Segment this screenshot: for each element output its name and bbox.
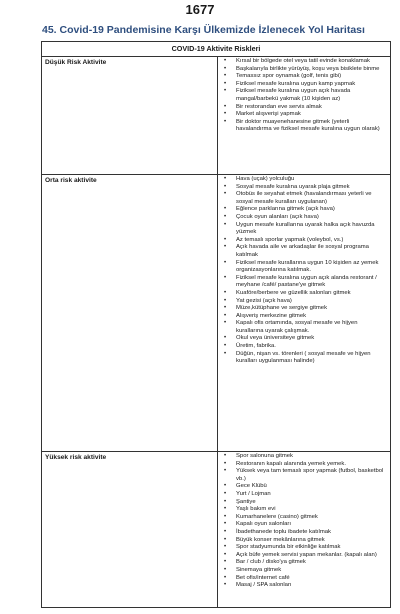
bullet-icon: • [224,468,227,475]
activity-text: Çocuk oyun alanları (açık hava) [236,213,319,220]
activity-text: Eğlence parklarına gitmek (açık hava) [236,206,335,213]
list-item [222,290,386,298]
activity-text: Yaşlı bakım evi [236,506,276,513]
list-item [222,521,386,529]
page-number: 1677 [185,2,215,17]
list-item [222,88,386,103]
bullet-icon: • [224,176,227,182]
list-item [222,184,386,192]
section-label: Yüksek risk aktivite [45,454,107,461]
activity-text: Kapalı ofis ortamında, sosyal mesafe ve hijyen kurallarına uyarak çalışmak. [236,320,358,334]
bullet-icon: • [224,289,227,296]
bullet-icon: • [224,73,227,80]
list-item [222,567,386,575]
list-item [222,298,386,306]
activity-text: İbadethanede toplu ibadete katılmak [236,528,331,535]
bullet-icon: • [224,483,227,490]
list-item [222,582,386,590]
bullet-icon: • [224,305,227,312]
bullet-icon: • [224,506,227,513]
list-item [222,191,386,206]
activity-text: Spor salonuna gitmek [236,453,293,459]
bullet-icon: • [224,236,227,243]
bullet-icon: • [224,65,227,72]
list-item [222,73,386,81]
list-item [222,343,386,351]
list-item [222,214,386,222]
activity-text: Fiziksel mesafe kurallarına uygun 10 kişiden az yemek organizasyonlarına katılmak. [236,259,379,274]
bullet-icon: • [224,118,227,125]
activity-text: Spor stadyumunda bir etkinliğe katılmak [236,544,341,551]
list-item [222,529,386,537]
list-item [222,559,386,567]
section-high-risk [42,452,390,608]
list-item [222,483,386,491]
bullet-icon: • [224,58,227,64]
bullet-icon: • [224,103,227,110]
activity-text: Alışveriş merkezine gitmek [236,312,307,319]
bullet-icon: • [224,297,227,304]
activity-text: Sosyal mesafe kuralına uyarak plaja gitmek [236,183,350,190]
activity-text: Kuaföre/berbere ve güzellik salonları gitmek [236,289,351,296]
list-item [222,514,386,522]
bullet-icon: • [224,274,227,281]
activity-text: Temassız spor oynamak (golf, tenis gibi) [236,73,342,80]
list-item [222,104,386,112]
activity-text: Üretim, fabrika. [236,343,276,350]
activity-text: Yurt / Lojman [236,490,271,497]
activity-text: Az temaslı sporlar yapmak (voleybol, vs.) [236,236,344,243]
bullet-icon: • [224,88,227,95]
activity-text: Bar / club / disko'ya gitmek [236,559,306,566]
bullet-icon: • [224,259,227,266]
section-low-risk [42,57,390,175]
bullet-icon: • [224,312,227,319]
activity-list [222,176,386,366]
activity-text: Fiziksel mesafe kuralına uygun kamp yapmak [236,80,356,87]
activity-text: Şantiye [236,498,256,505]
bullet-icon: • [224,498,227,505]
heading-number: 45. [42,24,57,36]
list-item [222,81,386,89]
table-title: COVID-19 Aktivite Riskleri [42,42,390,57]
bullet-icon: • [224,582,227,589]
activity-text: Masaj / SPA salonları [236,582,292,589]
activity-text: Açık büfe yemek servisi yapan mekanlar. (kapalı alan) [236,551,377,558]
activity-text: Bet ofis/internet café [236,574,290,581]
activity-text: Bir doktor muayenehanesine gitmek (yeterli havalandırma ve fiziksel mesafe kuralına uygun olarak) [236,118,380,133]
activity-text: Kırsal bir bölgede otel veya tatil evinde konaklamak [236,58,370,64]
section-label: Düşük Risk Aktivite [45,59,107,66]
list-item [222,222,386,237]
bullet-icon: • [224,80,227,87]
bullet-icon: • [224,528,227,535]
bullet-icon: • [224,343,227,350]
bullet-icon: • [224,574,227,581]
bullet-icon: • [224,490,227,497]
bullet-icon: • [224,544,227,551]
activity-text: Başkalarıyla birlikte yürüyüş, koşu veya bisiklete binme [236,65,380,72]
activity-text: Kapalı oyun salonları [236,521,292,528]
activity-text: Fiziksel mesafe kuralına uygun açık alanda restorant / meyhane /café/ pastane'ye gitmek [236,274,377,289]
activity-list [222,453,386,590]
bullet-icon: • [224,453,227,459]
list-item [222,66,386,74]
activity-list [222,58,386,134]
list-item [222,335,386,343]
list-item [222,461,386,469]
activity-text: Müze,kütüphane ve sergiye gitmek [236,305,328,312]
activity-text: Okul veya üniversiteye gitmek [236,335,315,342]
bullet-icon: • [224,111,227,118]
bullet-icon: • [224,213,227,220]
document-heading [42,24,392,36]
bullet-icon: • [224,335,227,342]
activity-text: Büyük konser mekânlarına gitmek [236,536,325,543]
activity-text: Düğün, nişan vs. törenleri ( sosyal mesafe ve hijyen kuralları uygulanması halinde) [236,350,371,365]
list-item [222,119,386,134]
activity-text: Hava (uçak) yolculuğu [236,176,295,182]
bullet-icon: • [224,460,227,467]
bullet-icon: • [224,513,227,520]
bullet-icon: • [224,191,227,198]
list-item [222,351,386,366]
bullet-icon: • [224,244,227,251]
activity-text: Gece Klübü [236,483,267,490]
bullet-icon: • [224,350,227,357]
list-item [222,206,386,214]
list-item [222,453,386,461]
bullet-icon: • [224,221,227,228]
bullet-icon: • [224,566,227,573]
list-item [222,552,386,560]
list-item [222,499,386,507]
activity-text: Bir restorandan eve servis almak [236,103,322,110]
list-item [222,111,386,119]
column-divider [217,452,218,608]
bullet-icon: • [224,320,227,327]
list-item [222,575,386,583]
bullet-icon: • [224,551,227,558]
heading-title: Covid-19 Pandemisine Karşı Ülkemizde İzlenecek Yol Haritası [59,24,365,36]
risk-table [41,41,391,608]
activity-text: Market alışverişi yapmak [236,111,301,118]
list-item [222,320,386,335]
bullet-icon: • [224,536,227,543]
activity-text: Yat gezisi (açık hava) [236,297,292,304]
list-item [222,313,386,321]
bullet-icon: • [224,183,227,190]
activity-text: Restoranın kapalı alanında yemek yemek. [236,460,347,467]
list-item [222,237,386,245]
bullet-icon: • [224,559,227,566]
activity-text: Kumarhanelere (casino) gitmek [236,513,318,520]
activity-text: Sinemaya gitmek [236,566,282,573]
list-item [222,58,386,66]
list-item [222,491,386,499]
section-medium-risk [42,175,390,452]
column-divider [217,57,218,174]
bullet-icon: • [224,206,227,213]
activity-text: Açık havada aile ve arkadaşlar ile sosyal programa katılmak [236,244,369,258]
list-item [222,260,386,275]
activity-text: Uygun mesafe kurallarına uyarak halka açık havuzda yüzmek [236,221,375,236]
list-item [222,244,386,259]
list-item [222,275,386,290]
list-item [222,468,386,483]
activity-text: Otobüs ile seyahat etmek (havalandırması yeterli ve sosyal mesafe kuralları uygulanan) [236,191,372,205]
list-item [222,506,386,514]
list-item [222,305,386,313]
list-item [222,544,386,552]
section-label: Orta risk aktivite [45,177,97,184]
list-item [222,537,386,545]
column-divider [217,175,218,451]
list-item [222,176,386,184]
activity-text: Fiziksel mesafe kuralına uygun açık havada mangal/barbekü yakmak (10 kişiden az) [236,88,351,102]
bullet-icon: • [224,521,227,528]
activity-text: Yüksek veya tam temaslı spor yapmak (futbol, basketbol vb.) [236,468,384,482]
